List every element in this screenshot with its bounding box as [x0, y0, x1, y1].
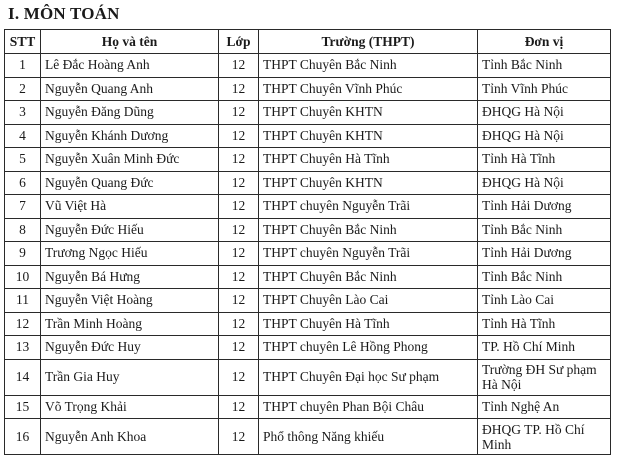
cell-name: Nguyễn Quang Đức [41, 171, 219, 195]
cell-name: Nguyễn Anh Khoa [41, 419, 219, 455]
cell-school: Phổ thông Năng khiếu [259, 419, 478, 455]
cell-unit: Tỉnh Bắc Ninh [478, 265, 611, 289]
table-row [5, 395, 611, 419]
cell-grade: 12 [219, 395, 259, 419]
cell-stt: 5 [5, 148, 41, 172]
cell-name: Vũ Việt Hà [41, 195, 219, 219]
cell-school: THPT chuyên Nguyễn Trãi [259, 195, 478, 219]
cell-stt: 14 [5, 359, 41, 395]
cell-grade: 12 [219, 124, 259, 148]
table-row [5, 312, 611, 336]
cell-school: THPT Chuyên Hà Tĩnh [259, 148, 478, 172]
cell-grade: 12 [219, 419, 259, 455]
table-row [5, 101, 611, 125]
cell-name: Nguyễn Bá Hưng [41, 265, 219, 289]
cell-name: Nguyễn Việt Hoàng [41, 289, 219, 313]
table-row [5, 242, 611, 266]
cell-unit: ĐHQG Hà Nội [478, 171, 611, 195]
cell-stt: 1 [5, 54, 41, 78]
table-row [5, 171, 611, 195]
cell-school: THPT Chuyên Vĩnh Phúc [259, 77, 478, 101]
cell-school: THPT Chuyên KHTN [259, 101, 478, 125]
cell-name: Nguyễn Đức Huy [41, 336, 219, 360]
cell-name: Nguyễn Xuân Minh Đức [41, 148, 219, 172]
cell-school: THPT Chuyên Đại học Sư phạm [259, 359, 478, 395]
cell-grade: 12 [219, 77, 259, 101]
cell-grade: 12 [219, 101, 259, 125]
cell-school: THPT Chuyên Bắc Ninh [259, 54, 478, 78]
table-row [5, 54, 611, 78]
cell-stt: 2 [5, 77, 41, 101]
table-header-row [5, 30, 611, 54]
table-row [5, 195, 611, 219]
cell-unit: Tỉnh Bắc Ninh [478, 54, 611, 78]
cell-stt: 12 [5, 312, 41, 336]
student-table [4, 29, 611, 455]
table-row [5, 265, 611, 289]
cell-stt: 8 [5, 218, 41, 242]
cell-unit: Trường ĐH Sư phạm Hà Nội [478, 359, 611, 395]
cell-name: Võ Trọng Khải [41, 395, 219, 419]
cell-unit: Tỉnh Bắc Ninh [478, 218, 611, 242]
cell-unit: ĐHQG TP. Hồ Chí Minh [478, 419, 611, 455]
cell-grade: 12 [219, 195, 259, 219]
cell-school: THPT chuyên Nguyễn Trãi [259, 242, 478, 266]
cell-stt: 10 [5, 265, 41, 289]
table-row [5, 336, 611, 360]
table-row [5, 289, 611, 313]
cell-grade: 12 [219, 218, 259, 242]
table-row [5, 77, 611, 101]
cell-grade: 12 [219, 336, 259, 360]
table-row [5, 218, 611, 242]
cell-grade: 12 [219, 265, 259, 289]
cell-unit: Tỉnh Nghệ An [478, 395, 611, 419]
cell-grade: 12 [219, 359, 259, 395]
table-row [5, 359, 611, 395]
cell-unit: ĐHQG Hà Nội [478, 101, 611, 125]
cell-stt: 15 [5, 395, 41, 419]
cell-name: Trương Ngọc Hiếu [41, 242, 219, 266]
header-unit: Đơn vị [478, 30, 611, 54]
cell-stt: 3 [5, 101, 41, 125]
cell-grade: 12 [219, 289, 259, 313]
cell-unit: Tỉnh Hải Dương [478, 242, 611, 266]
cell-school: THPT chuyên Phan Bội Châu [259, 395, 478, 419]
cell-unit: Tỉnh Lào Cai [478, 289, 611, 313]
cell-name: Trần Minh Hoàng [41, 312, 219, 336]
cell-unit: Tỉnh Vĩnh Phúc [478, 77, 611, 101]
cell-grade: 12 [219, 148, 259, 172]
cell-name: Nguyễn Đăng Dũng [41, 101, 219, 125]
header-name: Họ và tên [41, 30, 219, 54]
cell-grade: 12 [219, 54, 259, 78]
cell-name: Nguyễn Quang Anh [41, 77, 219, 101]
cell-grade: 12 [219, 171, 259, 195]
cell-unit: Tỉnh Hà Tĩnh [478, 312, 611, 336]
cell-stt: 11 [5, 289, 41, 313]
cell-stt: 9 [5, 242, 41, 266]
cell-stt: 7 [5, 195, 41, 219]
header-school: Trường (THPT) [259, 30, 478, 54]
cell-name: Nguyễn Đức Hiếu [41, 218, 219, 242]
cell-name: Lê Đắc Hoàng Anh [41, 54, 219, 78]
cell-school: THPT Chuyên Hà Tĩnh [259, 312, 478, 336]
section-title: I. MÔN TOÁN [8, 4, 120, 23]
cell-grade: 12 [219, 312, 259, 336]
cell-school: THPT Chuyên Lào Cai [259, 289, 478, 313]
cell-unit: ĐHQG Hà Nội [478, 124, 611, 148]
cell-unit: TP. Hồ Chí Minh [478, 336, 611, 360]
cell-school: THPT Chuyên Bắc Ninh [259, 265, 478, 289]
table-row [5, 419, 611, 455]
cell-school: THPT Chuyên KHTN [259, 171, 478, 195]
cell-school: THPT chuyên Lê Hồng Phong [259, 336, 478, 360]
cell-stt: 4 [5, 124, 41, 148]
cell-stt: 16 [5, 419, 41, 455]
cell-school: THPT Chuyên Bắc Ninh [259, 218, 478, 242]
cell-unit: Tỉnh Hải Dương [478, 195, 611, 219]
header-stt: STT [5, 30, 41, 54]
header-grade: Lớp [219, 30, 259, 54]
cell-stt: 13 [5, 336, 41, 360]
cell-unit: Tỉnh Hà Tĩnh [478, 148, 611, 172]
cell-name: Nguyễn Khánh Dương [41, 124, 219, 148]
cell-school: THPT Chuyên KHTN [259, 124, 478, 148]
cell-stt: 6 [5, 171, 41, 195]
cell-grade: 12 [219, 242, 259, 266]
table-row [5, 124, 611, 148]
cell-name: Trần Gia Huy [41, 359, 219, 395]
table-row [5, 148, 611, 172]
